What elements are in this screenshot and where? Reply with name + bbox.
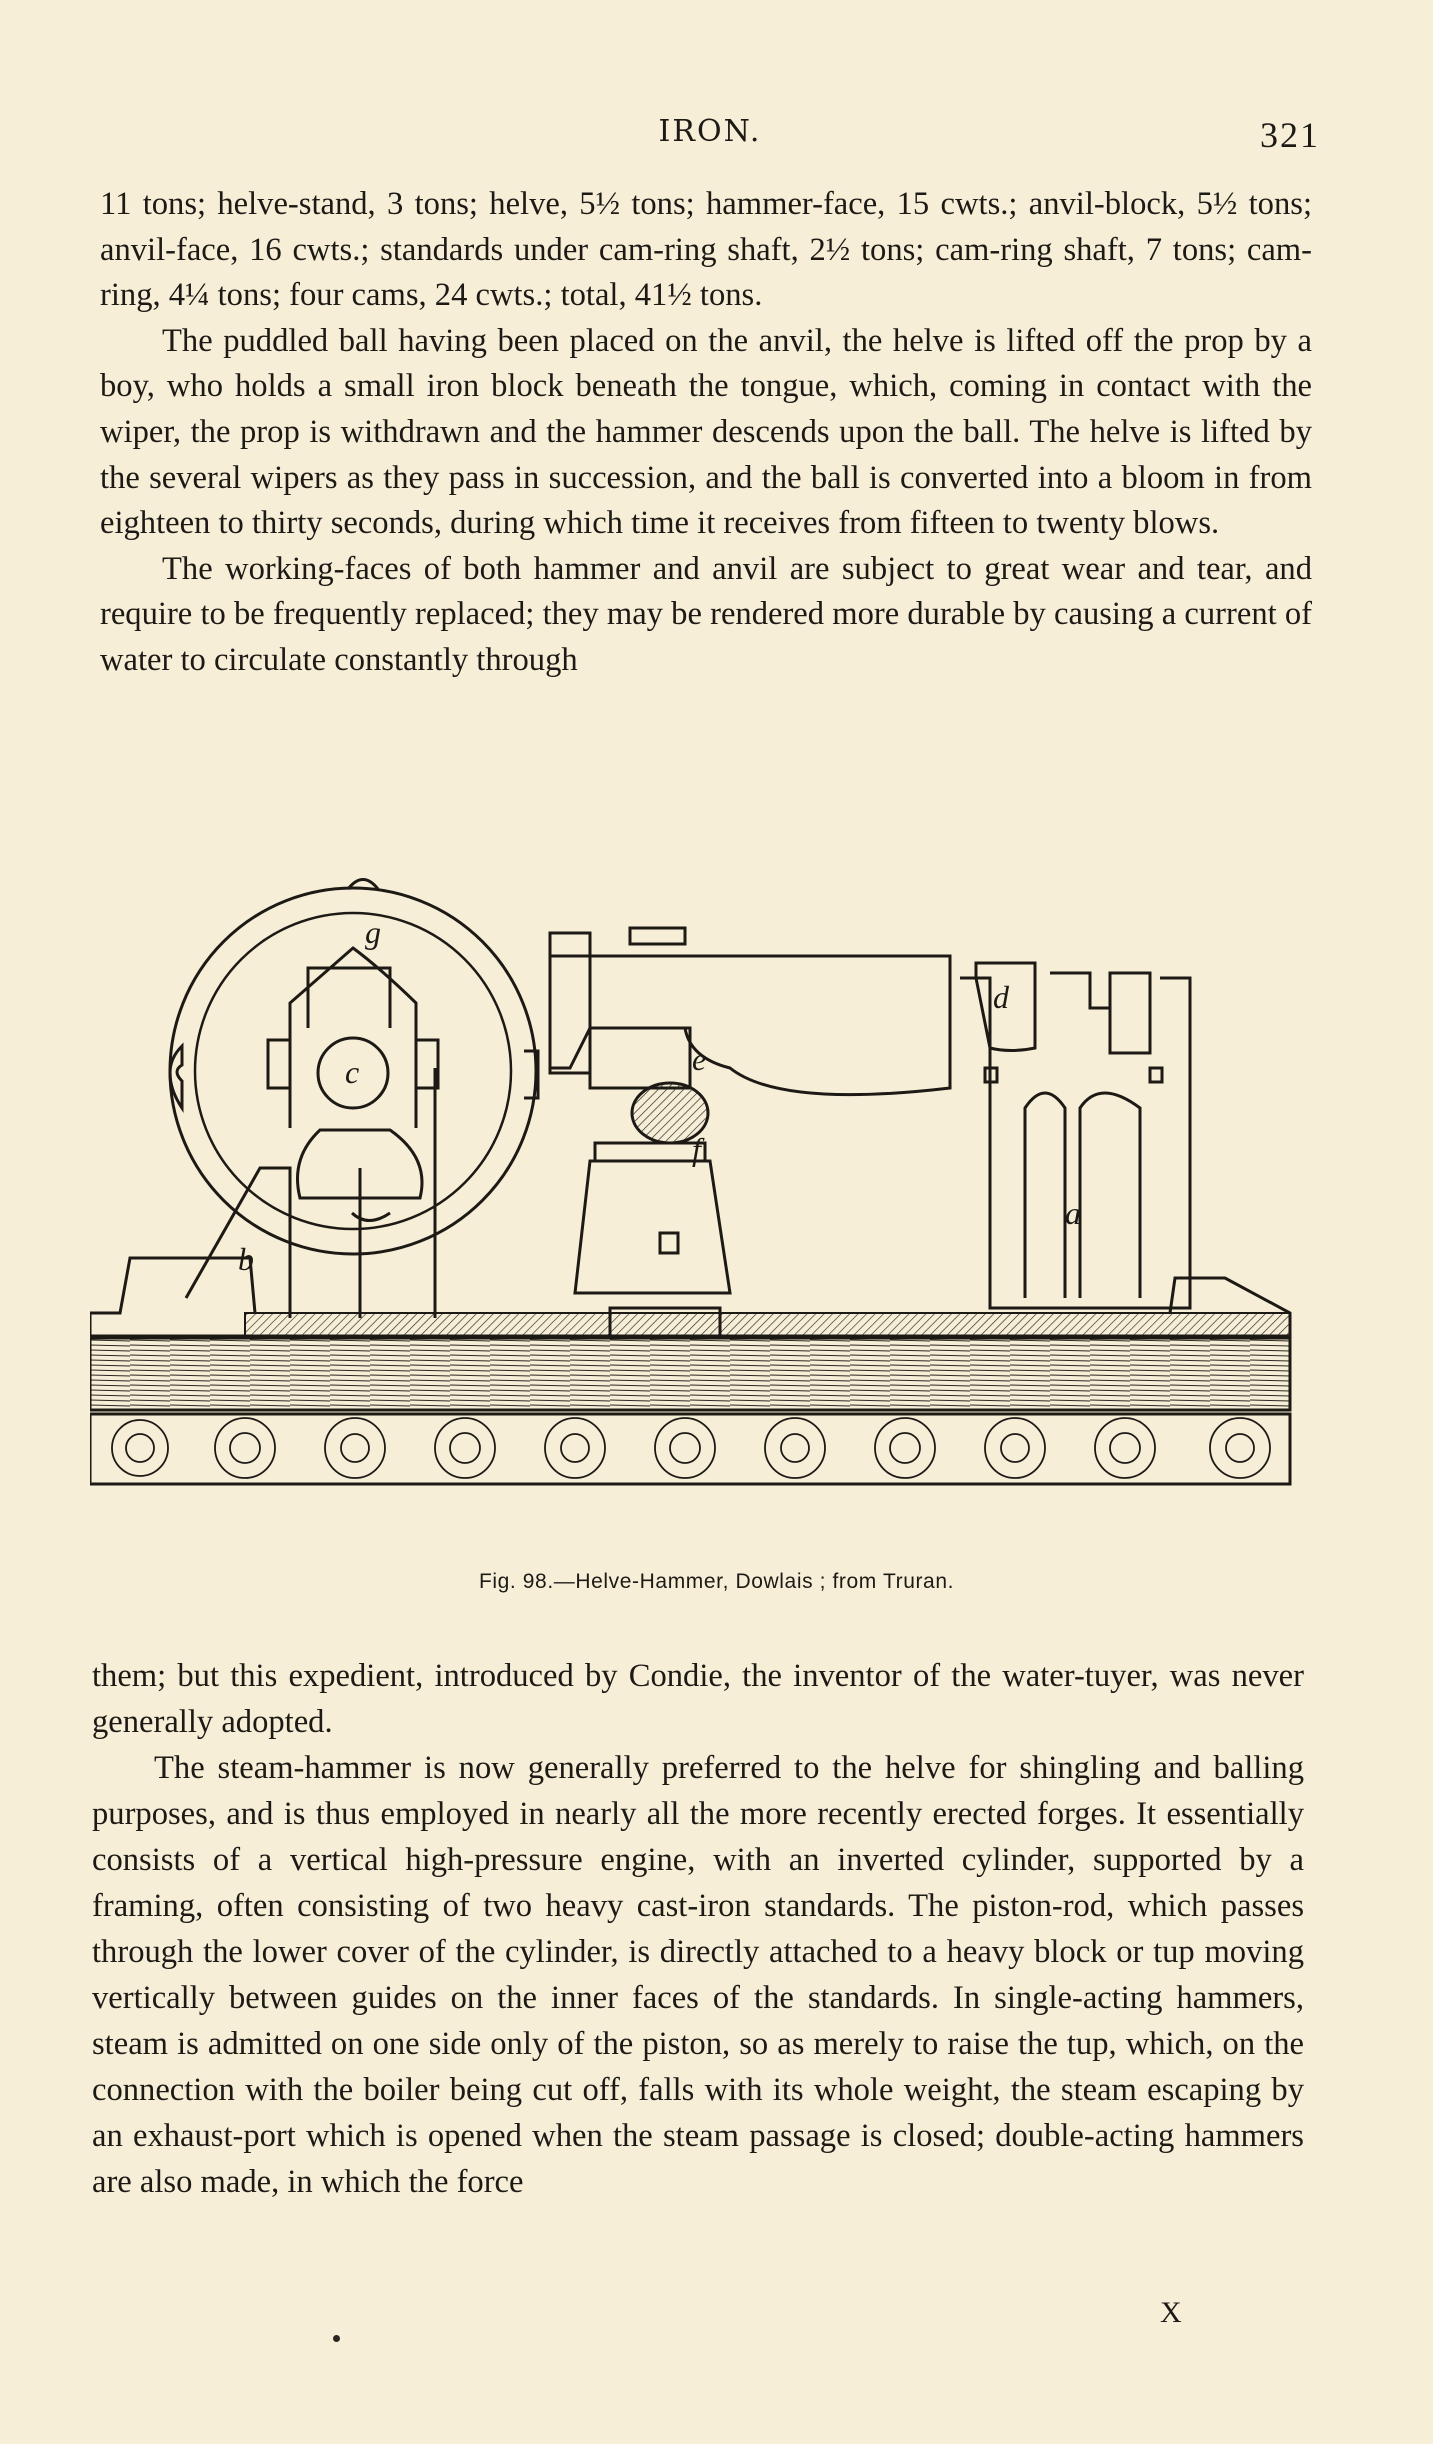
paragraph-working-faces: The working-faces of both hammer and anvil are subject to great wear and tear, and require to be frequently replaced; they may be rendered more durable by causing a current of water to circulate constantly through: [100, 550, 1312, 678]
label-e: e: [692, 1041, 707, 1077]
ink-dot: [333, 2335, 340, 2342]
top-text-block: [100, 182, 1312, 684]
label-c: c: [345, 1054, 360, 1090]
signature-mark: X: [1160, 2296, 1182, 2329]
bottom-text-block: [92, 1653, 1304, 2205]
label-a: a: [1065, 1195, 1081, 1231]
label-d: d: [993, 979, 1009, 1015]
page-number: 321: [1260, 115, 1320, 155]
figure-helve-hammer: [90, 868, 1310, 1548]
paragraph-steam-hammer: The steam-hammer is now generally preferred to the helve for shingling and balling purposes, and is thus employed in nearly all the more recently erected forges. It essentially consists of a vertical high-pressure engine, with an inverted cylinder, supported by a framing, often consisting of two heavy cast-iron standards. The piston-rod, which passes through the lower cover of the cylinder, is directly attached to a heavy block or tup moving vertically between guides on the inner faces of the standards. In single-acting hammers, steam is admitted on one side only of the piston, so as merely to raise the tup, which, on the connection with the boiler being cut off, falls with its whole weight, the steam escaping by an exhaust-port which is opened when the steam passage is closed; double-acting hammers are also made, in which the force: [92, 1750, 1304, 2200]
label-g: g: [365, 914, 381, 950]
paragraph-continuation: 11 tons; helve-stand, 3 tons; helve, 5½ tons; hammer-face, 15 cwts.; anvil-block, 5½ tons; anvil-face, 16 cwts.; standards under cam-ring shaft, 2½ tons; cam-ring shaft, 7 tons; cam-ring, 4¼ tons; four cams, 24 cwts.; total, 41½ tons.: [100, 186, 1312, 314]
label-f: f: [692, 1131, 701, 1167]
anvil-block: [575, 1161, 730, 1293]
running-head: IRON.: [658, 114, 762, 149]
sleeper-logs: [112, 1418, 1270, 1478]
page-header: [100, 108, 1320, 158]
timber-baulk: [90, 1338, 1290, 1410]
paragraph-condie: them; but this expedient, introduced by Condie, the inventor of the water-tuyer, was never generally adopted.: [92, 1658, 1304, 1740]
paragraph-puddled-ball: The puddled ball having been placed on the anvil, the helve is lifted off the prop by a boy, who holds a small iron block beneath the tongue, which, coming in contact with the wiper, the prop is withdrawn and the hammer descends upon the ball. The helve is lifted by the several wipers as they pass in succession, and the ball is converted into a bloom in from eighteen to thirty seconds, during which time it receives from fifteen to twenty blows.: [100, 322, 1312, 542]
label-b: b: [238, 1241, 254, 1277]
figure-caption: Fig. 98.—Helve-Hammer, Dowlais ; from Truran.: [478, 1570, 955, 1593]
helve: [550, 956, 950, 1095]
standards: [960, 978, 1190, 1308]
helve-hammer-drawing: [90, 868, 1310, 1548]
